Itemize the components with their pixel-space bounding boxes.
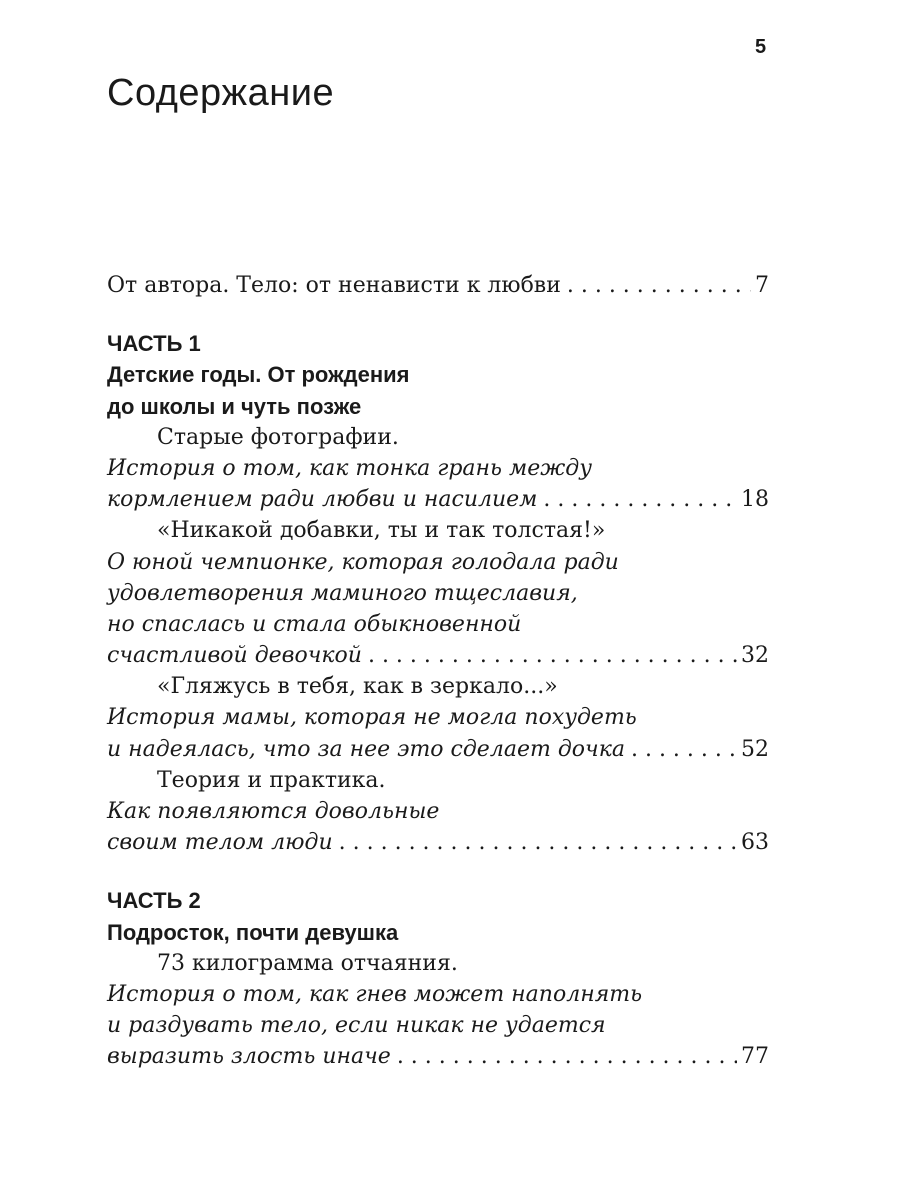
part-label: ЧАСТЬ 2	[107, 888, 201, 914]
toc-entry-heading: «Никакой добавки, ты и так толстая!»	[157, 518, 606, 544]
table-of-contents	[107, 270, 769, 1073]
part-label: ЧАСТЬ 1	[107, 331, 201, 357]
dot-leader	[339, 827, 737, 858]
part-title: Подросток, почти девушка	[107, 919, 399, 945]
part-title: Детские годы. От рождения	[107, 362, 410, 388]
dot-leader	[543, 484, 737, 515]
toc-entry-heading: Теория и практика.	[157, 767, 386, 793]
toc-entry-intro[interactable]	[107, 270, 769, 301]
toc-entry-text: выразить злость иначе	[107, 1044, 391, 1070]
toc-entry-subtitle: История о том, как гнев может наполнять	[107, 981, 643, 1007]
toc-page-number: 18	[741, 487, 769, 513]
toc-page-number: 52	[741, 736, 769, 762]
toc-page-number: 7	[755, 273, 769, 298]
toc-entry-subtitle: История о том, как тонка грань между	[107, 455, 592, 481]
toc-entry-last-line[interactable]	[107, 640, 769, 671]
toc-entry-last-line[interactable]	[107, 1041, 769, 1072]
toc-entry-subtitle: и раздувать тело, если никак не удается	[107, 1013, 606, 1039]
toc-entry-heading: «Гляжусь в тебя, как в зеркало...»	[157, 674, 558, 700]
dot-leader	[567, 270, 751, 301]
toc-page-number: 77	[741, 1044, 769, 1070]
toc-page-number: 63	[741, 830, 769, 856]
toc-page-number: 32	[741, 643, 769, 669]
toc-entry-text: От автора. Тело: от ненависти к любви	[107, 273, 561, 298]
toc-entry-subtitle: История мамы, которая не могла похудеть	[107, 705, 637, 731]
part-title: до школы и чуть позже	[107, 393, 362, 419]
toc-entry-last-line[interactable]	[107, 827, 769, 858]
toc-entry-heading: Старые фотографии.	[157, 424, 399, 450]
dot-leader	[368, 640, 737, 671]
toc-entry-subtitle: но спаслась и стала обыкновенной	[107, 611, 522, 637]
dot-leader	[397, 1041, 737, 1072]
toc-entry-text: кормлением ради любви и насилием	[107, 487, 538, 513]
toc-entry-text: своим телом люди	[107, 830, 333, 856]
toc-entry-text: счастливой девочкой	[107, 643, 362, 669]
page-title: Содержание	[107, 72, 335, 114]
toc-entry-last-line[interactable]	[107, 734, 769, 765]
toc-entry-subtitle: О юной чемпионке, которая голодала ради	[107, 549, 619, 575]
dot-leader	[631, 734, 737, 765]
toc-entry-last-line[interactable]	[107, 484, 769, 515]
page-number: 5	[755, 36, 767, 58]
toc-entry-subtitle: Как появляются довольные	[107, 799, 440, 824]
toc-entry-subtitle: удовлетворения маминого тщеславия,	[107, 580, 578, 606]
toc-entry-text: и надеялась, что за нее это сделает дочка	[107, 736, 625, 762]
toc-entry-heading: 73 килограмма отчаяния.	[157, 950, 458, 976]
